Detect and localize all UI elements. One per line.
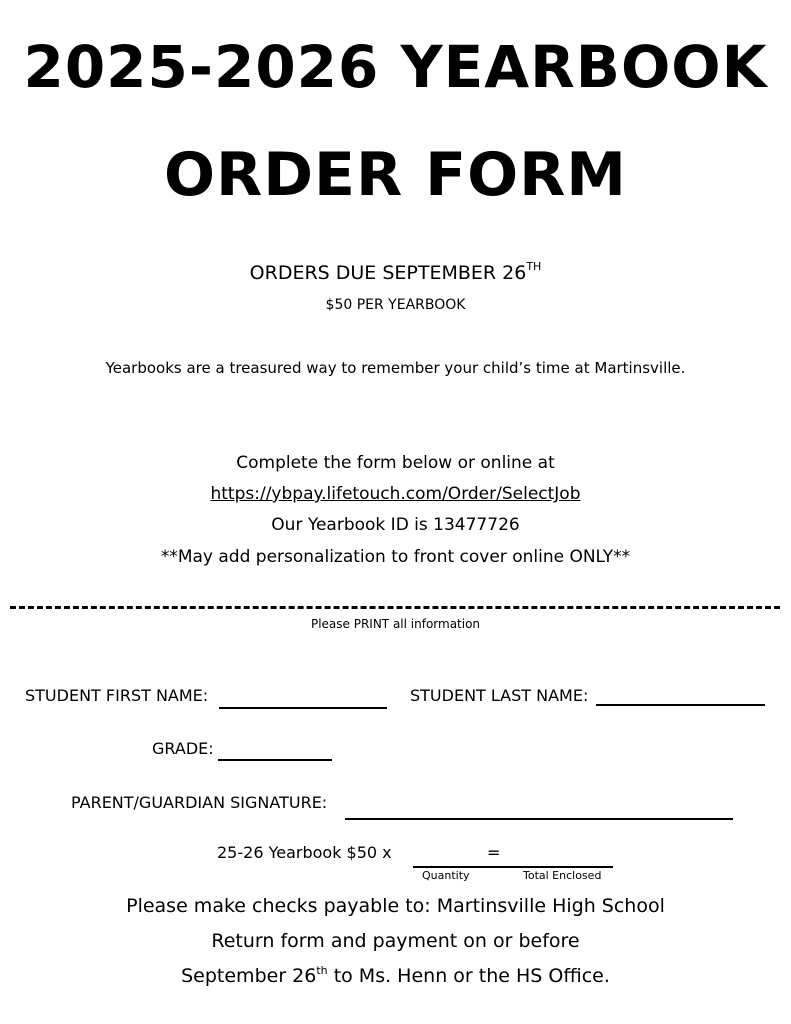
quantity-total-field[interactable] xyxy=(413,866,613,868)
tagline: Yearbooks are a treasured way to remember your child’s time at Martinsville. xyxy=(105,359,686,377)
complete-online-text: Complete the form below or online at xyxy=(236,453,555,473)
print-note: Please PRINT all information xyxy=(310,617,481,631)
cut-line-divider xyxy=(10,606,780,609)
orders-due-text: ORDERS DUE SEPTEMBER 26 xyxy=(249,262,527,284)
signature-field[interactable] xyxy=(345,818,733,820)
grade-field[interactable] xyxy=(218,759,332,761)
deadline-suffix: to Ms. Henn or the HS Office. xyxy=(327,965,610,987)
total-enclosed-label: Total Enclosed xyxy=(523,869,602,882)
order-url-link[interactable]: https://ybpay.lifetouch.com/Order/SelectJob xyxy=(210,484,581,504)
personalization-note: **May add personalization to front cover online ONLY** xyxy=(160,547,631,567)
grade-label: GRADE: xyxy=(152,739,214,758)
equals-sign: = xyxy=(487,843,501,862)
checks-payable-text: Please make checks payable to: Martinsville High School xyxy=(126,895,665,917)
last-name-label: STUDENT LAST NAME: xyxy=(410,686,589,705)
orders-due-suffix: TH xyxy=(526,260,542,273)
deadline-sup: th xyxy=(316,964,328,977)
orders-due xyxy=(0,260,791,284)
yearbook-price-label: 25-26 Yearbook $50 x xyxy=(217,843,392,862)
deadline-prefix: September 26 xyxy=(181,965,317,987)
title-line-1: 2025-2026 YEARBOOK xyxy=(23,33,768,101)
deadline-text xyxy=(0,964,791,987)
yearbook-id: Our Yearbook ID is 13477726 xyxy=(271,515,520,535)
price-text: $50 PER YEARBOOK xyxy=(325,297,466,313)
first-name-label: STUDENT FIRST NAME: xyxy=(25,686,209,705)
first-name-field[interactable] xyxy=(219,707,387,709)
title-line-2: ORDER FORM xyxy=(164,140,627,210)
quantity-label: Quantity xyxy=(422,869,470,882)
return-text: Return form and payment on or before xyxy=(211,930,580,952)
signature-label: PARENT/GUARDIAN SIGNATURE: xyxy=(71,793,328,812)
last-name-field[interactable] xyxy=(596,704,765,706)
